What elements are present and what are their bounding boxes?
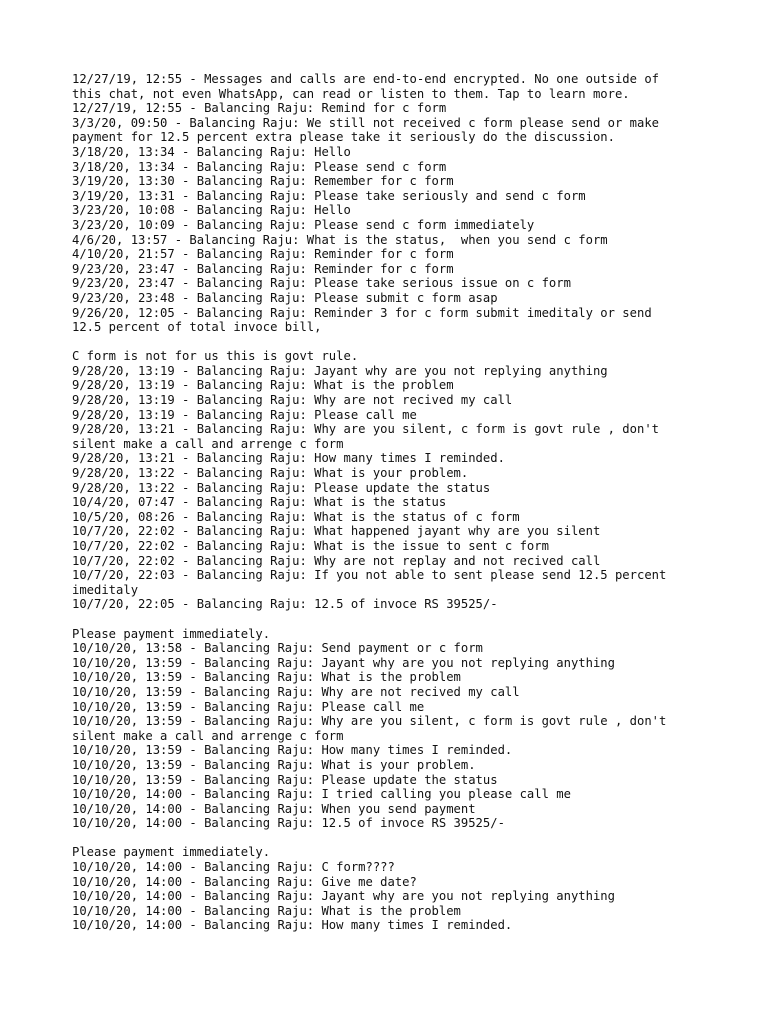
chat-line: Please payment immediately.: [72, 845, 271, 860]
chat-line: 9/28/20, 13:22 - Balancing Raju: Please update the status: [72, 480, 491, 495]
chat-line: this chat, not even WhatsApp, can read or listen to them. Tap to learn more.: [72, 86, 630, 101]
chat-line: 10/10/20, 13:59 - Balancing Raju: Why are not recived my call: [72, 684, 520, 699]
chat-line: 12/27/19, 12:55 - Balancing Raju: Remind for c form: [72, 101, 447, 116]
chat-line: 10/10/20, 13:59 - Balancing Raju: What is your problem.: [72, 757, 476, 772]
chat-line: 3/19/20, 13:31 - Balancing Raju: Please take seriously and send c form: [72, 188, 586, 203]
blank-line: [72, 831, 732, 846]
chat-line: 10/10/20, 14:00 - Balancing Raju: Give me date?: [72, 874, 417, 889]
chat-line: Please payment immediately.: [72, 626, 271, 641]
chat-line: silent make a call and arrenge c form: [72, 436, 344, 451]
chat-line: 10/7/20, 22:02 - Balancing Raju: Why are not replay and not recived call: [72, 553, 601, 568]
chat-line: 10/10/20, 13:59 - Balancing Raju: What is the problem: [72, 670, 461, 685]
chat-line: 10/10/20, 14:00 - Balancing Raju: What is the problem: [72, 903, 461, 918]
chat-line: 9/28/20, 13:21 - Balancing Raju: How many times I reminded.: [72, 451, 505, 466]
chat-line: 9/28/20, 13:19 - Balancing Raju: Please call me: [72, 407, 417, 422]
chat-line: 3/3/20, 09:50 - Balancing Raju: We still not received c form please send or make: [72, 115, 659, 130]
chat-line: C form is not for us this is govt rule.: [72, 349, 359, 364]
chat-line: 10/4/20, 07:47 - Balancing Raju: What is the status: [72, 495, 447, 510]
chat-line: 12/27/19, 12:55 - Messages and calls are end-to-end encrypted. No one outside of: [72, 72, 659, 86]
chat-line: 10/7/20, 22:02 - Balancing Raju: What is the issue to sent c form: [72, 539, 549, 553]
chat-line: 9/28/20, 13:19 - Balancing Raju: What is the problem: [72, 378, 454, 393]
chat-line: 9/28/20, 13:19 - Balancing Raju: Jayant why are you not replying anything: [72, 363, 608, 378]
chat-line: 9/23/20, 23:48 - Balancing Raju: Please submit c form asap: [72, 290, 498, 305]
chat-line: 10/10/20, 14:00 - Balancing Raju: How many times I reminded.: [72, 918, 513, 933]
chat-line: 10/10/20, 13:59 - Balancing Raju: Please call me: [72, 699, 425, 714]
chat-line: 9/28/20, 13:19 - Balancing Raju: Why are not recived my call: [72, 393, 513, 408]
chat-line: silent make a call and arrenge c form: [72, 728, 344, 743]
chat-line: imeditaly: [72, 582, 139, 597]
chat-export-document: [72, 72, 732, 933]
chat-line: 4/6/20, 13:57 - Balancing Raju: What is the status, when you send c form: [72, 232, 608, 247]
blank-line: [72, 335, 732, 350]
chat-line: 3/23/20, 10:08 - Balancing Raju: Hello: [72, 203, 351, 218]
chat-line: 9/23/20, 23:47 - Balancing Raju: Reminder for c form: [72, 261, 454, 276]
chat-line: 10/10/20, 14:00 - Balancing Raju: Jayant why are you not replying anything: [72, 889, 615, 904]
chat-line: 9/28/20, 13:21 - Balancing Raju: Why are you silent, c form is govt rule , don't: [72, 422, 659, 437]
chat-line: 9/28/20, 13:22 - Balancing Raju: What is your problem.: [72, 466, 469, 481]
chat-line: 10/10/20, 13:59 - Balancing Raju: Please update the status: [72, 772, 498, 787]
chat-line: 10/10/20, 14:00 - Balancing Raju: I tried calling you please call me: [72, 787, 571, 802]
chat-line: 10/10/20, 14:00 - Balancing Raju: When you send payment: [72, 801, 476, 816]
chat-line: 3/19/20, 13:30 - Balancing Raju: Remember for c form: [72, 174, 454, 189]
chat-line: 10/7/20, 22:05 - Balancing Raju: 12.5 of invoce RS 39525/-: [72, 597, 498, 612]
chat-line: 10/10/20, 13:59 - Balancing Raju: Jayant why are you not replying anything: [72, 655, 615, 670]
chat-line: 10/5/20, 08:26 - Balancing Raju: What is the status of c form: [72, 509, 520, 524]
blank-line: [72, 612, 732, 627]
chat-line: 3/23/20, 10:09 - Balancing Raju: Please send c form immediately: [72, 217, 535, 232]
chat-line: 10/10/20, 14:00 - Balancing Raju: C form????: [72, 860, 395, 875]
chat-line: payment for 12.5 percent extra please take it seriously do the discussion.: [72, 130, 615, 145]
chat-line: 4/10/20, 21:57 - Balancing Raju: Reminder for c form: [72, 247, 454, 262]
chat-line: 10/10/20, 13:58 - Balancing Raju: Send payment or c form: [72, 641, 483, 656]
chat-line: 10/10/20, 13:59 - Balancing Raju: Why are you silent, c form is govt rule , don't: [72, 714, 667, 729]
chat-line: 12.5 percent of total invoce bill,: [72, 320, 322, 335]
chat-line: 3/18/20, 13:34 - Balancing Raju: Hello: [72, 144, 351, 159]
chat-line: 10/7/20, 22:03 - Balancing Raju: If you not able to sent please send 12.5 percent: [72, 568, 667, 583]
chat-line: 10/10/20, 13:59 - Balancing Raju: How many times I reminded.: [72, 743, 513, 758]
chat-line: 10/7/20, 22:02 - Balancing Raju: What happened jayant why are you silent: [72, 524, 601, 539]
chat-line: 9/26/20, 12:05 - Balancing Raju: Reminder 3 for c form submit imeditaly or send: [72, 305, 652, 320]
chat-line: 9/23/20, 23:47 - Balancing Raju: Please take serious issue on c form: [72, 276, 571, 291]
chat-line: 3/18/20, 13:34 - Balancing Raju: Please send c form: [72, 159, 447, 174]
chat-line: 10/10/20, 14:00 - Balancing Raju: 12.5 of invoce RS 39525/-: [72, 816, 505, 831]
